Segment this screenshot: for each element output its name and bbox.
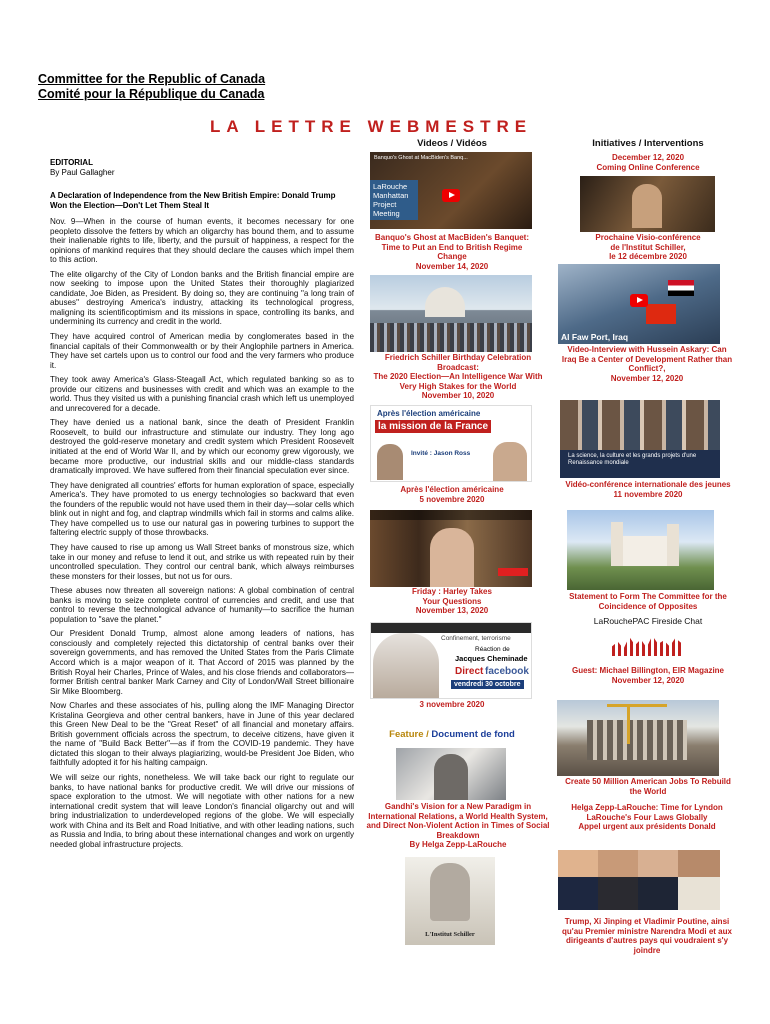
- initiatives-heading: Initiatives / Interventions: [592, 138, 704, 149]
- audio-waveform-icon: [612, 632, 684, 656]
- initiative-caption-committee[interactable]: Statement to Form The Committee for the Coincidence of Opposites: [569, 592, 727, 611]
- feature-label: Feature /: [389, 729, 429, 740]
- editorial-column: [50, 158, 354, 854]
- video-thumb-direct: Direct: [455, 666, 484, 677]
- initiative-image-church[interactable]: [567, 510, 714, 590]
- initiative-caption-jobs[interactable]: Create 50 Million American Jobs To Rebuild the World: [565, 777, 731, 796]
- editorial-paragraph: Our President Donald Trump, almost alone among leaders of nations, has consciously and completely rejected this dictatorship of central banks over their sovereign governments, and has removed the United States from the Paris Climate Accord which is a major weapon of it. That Accord of 2015 was planned by the British Royal heir Charles, Prince of Wales, and his close friends and collaborators—former British central banker Mark Carney and City of London/Wall Street billionaire Sir Mike Bloomberg.: [50, 629, 354, 696]
- video-caption-schiller[interactable]: Friedrich Schiller Birthday Celebration Broadcast: The 2020 Election—An Intelligence War With Very High Stakes for the World November 10, 2020: [373, 353, 543, 401]
- feature-image-gandhi[interactable]: [396, 748, 506, 800]
- play-icon[interactable]: [630, 294, 648, 307]
- video-caption-apres[interactable]: Après l'élection américaine 5 novembre 2020: [400, 485, 504, 504]
- video-thumb-main: la mission de la France: [375, 420, 491, 433]
- initiative-caption-fourlaws[interactable]: Helga Zepp-LaRouche: Time for Lyndon LaRouche's Four Laws Globally Appel urgent aux présidents Donald: [571, 803, 723, 832]
- video-caption-harley[interactable]: Friday : Harley Takes Your Questions November 13, 2020: [412, 587, 492, 616]
- editorial-paragraph: They have caused to rise up among us Wall Street banks of monstrous size, which take in our money and refuse to lend it out, and strike us with repeated ruin by their uncontrolled speculation. They control our central bank, which always reimburses these monsters for their losses, but not us for ours.: [50, 542, 354, 581]
- feature-caption-gandhi[interactable]: Gandhi's Vision for a New Paradigm in International Relations, a World Health System, and Direct Non-Violent Action in Times of Social Breakdown By Helga Zepp-LaRouche: [366, 802, 550, 850]
- videos-heading: Videos / Vidéos: [417, 138, 487, 149]
- book-image-schiller[interactable]: [405, 857, 495, 945]
- video-thumbnail-france[interactable]: [370, 405, 532, 482]
- crane-icon: [627, 704, 630, 744]
- video-caption-banquo[interactable]: Banquo's Ghost at MacBiden's Banquet: Time to Put an End to British Regime Change November 14, 2020: [374, 233, 530, 271]
- iraq-flag-icon: [668, 280, 694, 296]
- initiative-caption-askary[interactable]: Video-Interview with Hussein Askary: Can Iraq Be a Center of Development Rather than Conflict?, November 12, 2020: [561, 345, 733, 383]
- video-thumb-top: Confinement, terrorisme: [441, 635, 511, 642]
- initiative-image-construction[interactable]: [557, 700, 719, 776]
- org-name-fr: Comité pour la République du Canada: [38, 87, 265, 101]
- initiative-thumb-label: Al Faw Port, Iraq: [561, 332, 629, 342]
- video-thumb-title: Banquo's Ghost at MacBiden's Banq...: [374, 155, 468, 161]
- initiative-date-conference[interactable]: December 12, 2020 Coming Online Conference: [596, 153, 700, 172]
- video-caption-cheminade[interactable]: 3 novembre 2020: [419, 700, 485, 709]
- editorial-paragraph: Nov. 9—When in the course of human events, it becomes necessary for one peopleto dissolve the fetters by which an oligarchy has bound them, and to assume their inalienable rights to life, liberty, and the pursuit of happiness, a respect for the opinions of mankind requires that they should declare the causes which impel them to this action.: [50, 217, 354, 265]
- fireside-chat-label: LaRouchePAC Fireside Chat: [593, 616, 703, 626]
- initiative-image-leaders[interactable]: [558, 850, 720, 910]
- book-label: L'Institut Schiller: [425, 931, 475, 938]
- initiative-caption-leaders[interactable]: Trump, Xi Jinping et Vladimir Poutine, ainsi qu'au Premier ministre Narendra Modi et aux dirigeants d'autres pays qui voudraient s'y joindre: [562, 917, 732, 955]
- video-thumbnail-cheminade[interactable]: [370, 622, 532, 699]
- feature-heading: [366, 729, 538, 740]
- editorial-paragraph: They have acquired control of American media by conglomerates based in the financial capitals of their Commonwealth or by their Anglophile partners in America. They have set cartels upon us to control our food and the very farmers who produce it.: [50, 332, 354, 370]
- editorial-paragraph: They took away America's Glass-Steagall Act, which regulated banking so as to provide our citizens and businesses with credit and which was an example to the world. Thus they visited us with a punishing financial crash which left us unemployed and unrecovered for a decade.: [50, 375, 354, 413]
- editorial-paragraph: These abuses now threaten all sovereign nations: A global combination of central banks is moving to seize complete control of currencies and credit, and use that control to reverse the technological advance of humanity—to sacrifice the human population to "save the planet.": [50, 586, 354, 624]
- facebook-icon: facebook: [485, 666, 529, 677]
- video-thumb-top: Après l'élection américaine: [377, 409, 481, 418]
- editorial-paragraph: We will seize our rights, nonetheless. We will take back our right to regulate our banks, to have national banks for productive credit. We will drive our missions of space exploration to the utmost. We will negotiate with other nations for a new international credit system that will leave London's financial oligarchy out and will bring industrialization to underdeveloped regions of the globe. We will especially work with China and its Belt and Road Initiative, and with other leading nations, such as Russia and India, to bring about these international changes and work on urgently needed global infrastructure projects.: [50, 772, 354, 849]
- editorial-headline: A Declaration of Independence from the New British Empire: Donald Trump Won the Election—Don't Let Them Steal It: [50, 191, 336, 210]
- editorial-paragraph: Now Charles and these associates of his, pulling along the IMF Managing Director Kristalina Georgieva and other central bankers, have in June of this year declared this Green New Deal to be the "Great Reset" of all financial and monetary affairs. British government officials across the spectrum, to deceive citizens, have given it the name of "Build Back Better"—as if from the COVID-19 pandemic. They have dictated this slogan to their always plagiarizing, would-be President Joe Biden, who faithfully adopted it for his halting campaign.: [50, 701, 354, 768]
- editorial-paragraph: They have denied us a national bank, since the death of President Franklin Roosevelt, to build our infrastructure and stimulate our industry. They long ago destroyed the gold-reserve monetary and credit system which President Roosevelt initiated at the end of World War II, and by which our economy grew vigorously, we became more productive, our industrial skills and our middle-class standards dramatically improved. We have suffered from their financial speculation ever since.: [50, 418, 354, 476]
- china-flag-icon: [646, 304, 676, 324]
- editorial-label: EDITORIAL: [50, 158, 93, 167]
- masthead-title: LA LETTRE WEBMESTRE: [210, 117, 533, 136]
- video-thumbnail-banquo[interactable]: [370, 152, 532, 229]
- initiative-caption-billington[interactable]: Guest: Michael Billington, EIR Magazine November 12, 2020: [571, 666, 724, 685]
- feature-label-fr: Document de fond: [431, 729, 515, 740]
- initiative-caption-visio[interactable]: Prochaine Visio-conférence de l'Institut Schiller, le 12 décembre 2020: [595, 233, 701, 262]
- editorial-paragraph: They have denigrated all countries' efforts for human exploration of space, especially America's. They have promoted to us energy technologies so backward that even the founders of the republic would not have used them in their day—solar cells which blink out in night and fog, and claptrap windmills which fail in storms and calms alike. They have compelled us to use our natural gas in powering turbines to support the faltering electric supply of those throwbacks.: [50, 480, 354, 538]
- video-thumb-overlay: LaRouche Manhattan Project Meeting: [373, 182, 409, 218]
- video-thumbnail-harley[interactable]: [370, 510, 532, 587]
- initiative-thumb-text: La science, la culture et les grands projets d'une Renaissance mondiale: [568, 453, 697, 466]
- video-thumb-reaction: Réaction de: [475, 646, 510, 653]
- initiative-image-conference[interactable]: [580, 176, 715, 232]
- capitol-dome-icon: [425, 287, 465, 317]
- editorial-byline: By Paul Gallagher: [50, 168, 115, 177]
- org-name-en: Committee for the Republic of Canada: [38, 72, 266, 86]
- editorial-paragraph: The elite oligarchy of the City of London banks and the British financial empire are now seeking to impose upon the United States their thoroughly plagiarized candidate, Joe Biden, as President. By doing so, they are continuing "a long train of abuses" destroying America's industry, attacking its technological progress, maligning its scientificoptimism and its missions in space, controlling its banks, and undermining its currency and credit in the world.: [50, 269, 354, 327]
- video-thumb-date: vendredi 30 octobre: [451, 680, 524, 689]
- initiative-image-alfaw[interactable]: [558, 264, 720, 344]
- video-thumb-name: Jacques Cheminade: [455, 654, 528, 663]
- initiative-image-youth[interactable]: [560, 400, 720, 478]
- video-thumbnail-capitol[interactable]: [370, 275, 532, 352]
- initiative-caption-youth[interactable]: Vidéo-conférence internationale des jeunes 11 novembre 2020: [565, 480, 731, 499]
- play-icon[interactable]: [442, 189, 460, 202]
- video-thumb-guest: Invité : Jason Ross: [411, 450, 471, 457]
